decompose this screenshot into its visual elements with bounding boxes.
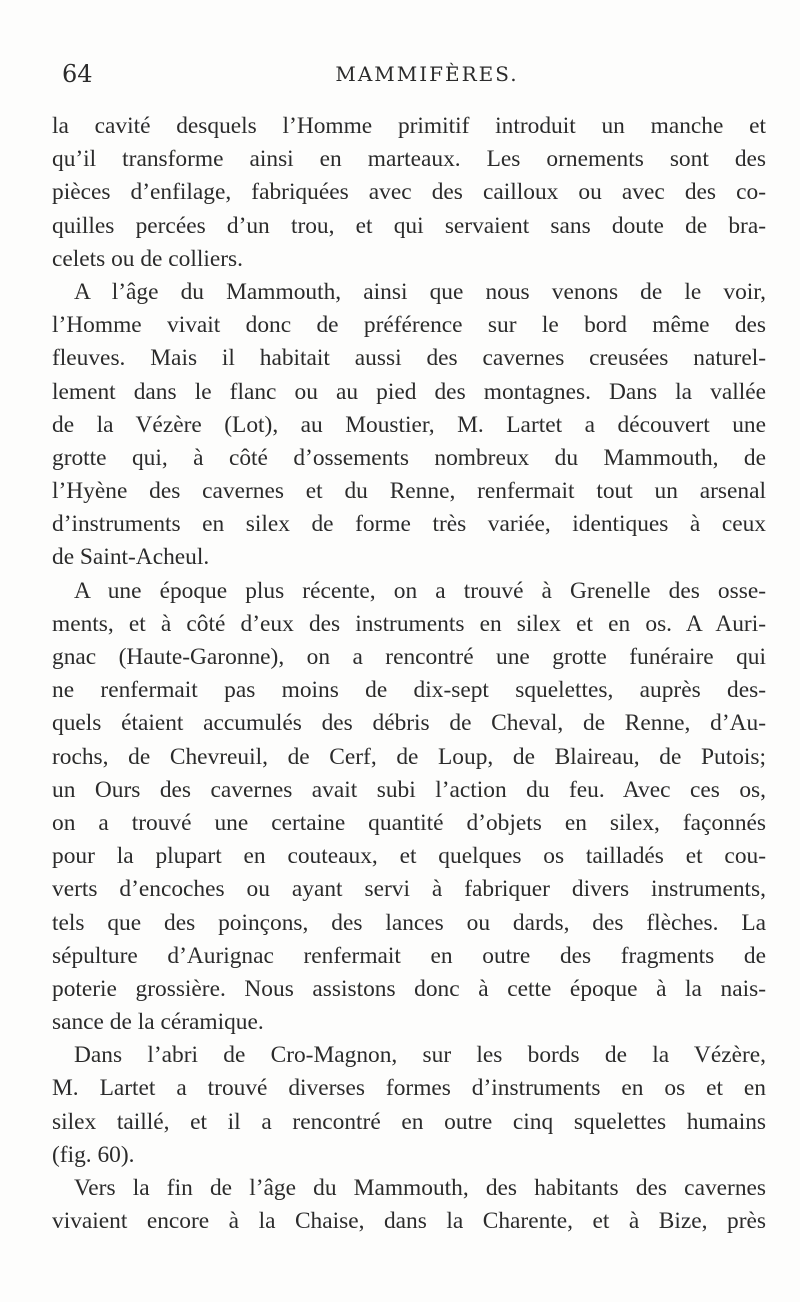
text-line: (fig. 60). — [52, 1141, 135, 1168]
text-line: silex taillé, et il a rencontré en outre cinq squelettes humains — [52, 1108, 766, 1135]
text-line: tels que des poinçons, des lances ou dards, des flèches. La — [52, 909, 766, 936]
text-line: gnac (Haute-Garonne), on a rencontré une grotte funéraire qui — [52, 644, 766, 670]
text-line: Dans l’abri de Cro-Magnon, sur les bords de la Vézère, — [74, 1042, 766, 1069]
text-line: celets ou de colliers. — [52, 245, 243, 272]
text-line: grotte qui, à côté d’ossements nombreux du Mammouth, de — [52, 444, 766, 471]
text-line: vivaient encore à la Chaise, dans la Charente, et à Bize, près — [52, 1208, 766, 1235]
text-line: M. Lartet a trouvé diverses formes d’instruments en os et en — [52, 1075, 766, 1102]
text-line: pour la plupart en couteaux, et quelques os tailladés et cou- — [52, 843, 766, 870]
page-number: 64 — [62, 60, 93, 88]
text-line: qu’il transforme ainsi en marteaux. Les ornements sont des — [52, 146, 766, 173]
text-line: A une époque plus récente, on a trouvé à Grenelle des osse- — [74, 577, 766, 604]
text-line: ments, et à côté d’eux des instruments en silex et en os. A Auri- — [52, 610, 766, 637]
text-line: fleuves. Mais il habitait aussi des cavernes creusées naturel- — [52, 345, 766, 372]
text-line: verts d’encoches ou ayant servi à fabriquer divers instruments, — [52, 876, 766, 903]
text-line: pièces d’enfilage, fabriquées avec des cailloux ou avec des co- — [52, 179, 766, 206]
text-line: Vers la fin de l’âge du Mammouth, des habitants des cavernes — [74, 1175, 766, 1201]
text-line: l’Homme vivait donc de préférence sur le bord même des — [52, 312, 766, 339]
text-line: sépulture d’Aurignac renfermait en outre des fragments de — [52, 942, 766, 969]
running-title: MAMMIFÈRES. — [335, 62, 519, 86]
text-line: de Saint-Acheul. — [52, 544, 210, 571]
text-line: sance de la céramique. — [52, 1009, 264, 1036]
text-line: la cavité desquels l’Homme primitif introduit un manche et — [52, 113, 766, 139]
text-line: de la Vézère (Lot), au Moustier, M. Lartet a découvert une — [52, 411, 766, 438]
text-line: rochs, de Chevreuil, de Cerf, de Loup, de Blaireau, de Putois; — [52, 743, 766, 770]
text-line: lement dans le flanc ou au pied des montagnes. Dans la vallée — [52, 378, 766, 405]
body-text — [52, 110, 766, 1238]
text-line: quilles percées d’un trou, et qui servaient sans doute de bra- — [52, 212, 766, 239]
text-line: poterie grossière. Nous assistons donc à cette époque à la nais- — [52, 975, 766, 1002]
running-head — [62, 60, 752, 90]
text-line: d’instruments en silex de forme très variée, identiques à ceux — [52, 511, 766, 538]
text-line: on a trouvé une certaine quantité d’objets en silex, façonnés — [52, 809, 766, 836]
text-line: A l’âge du Mammouth, ainsi que nous venons de le voir, — [74, 278, 766, 305]
text-line: quels étaient accumulés des débris de Cheval, de Renne, d’Au- — [52, 710, 766, 737]
text-line: un Ours des cavernes avait subi l’action du feu. Avec ces os, — [52, 776, 766, 803]
text-line: ne renfermait pas moins de dix-sept squelettes, auprès des- — [52, 677, 766, 704]
text-line: l’Hyène des cavernes et du Renne, renfermait tout un arsenal — [52, 478, 766, 505]
